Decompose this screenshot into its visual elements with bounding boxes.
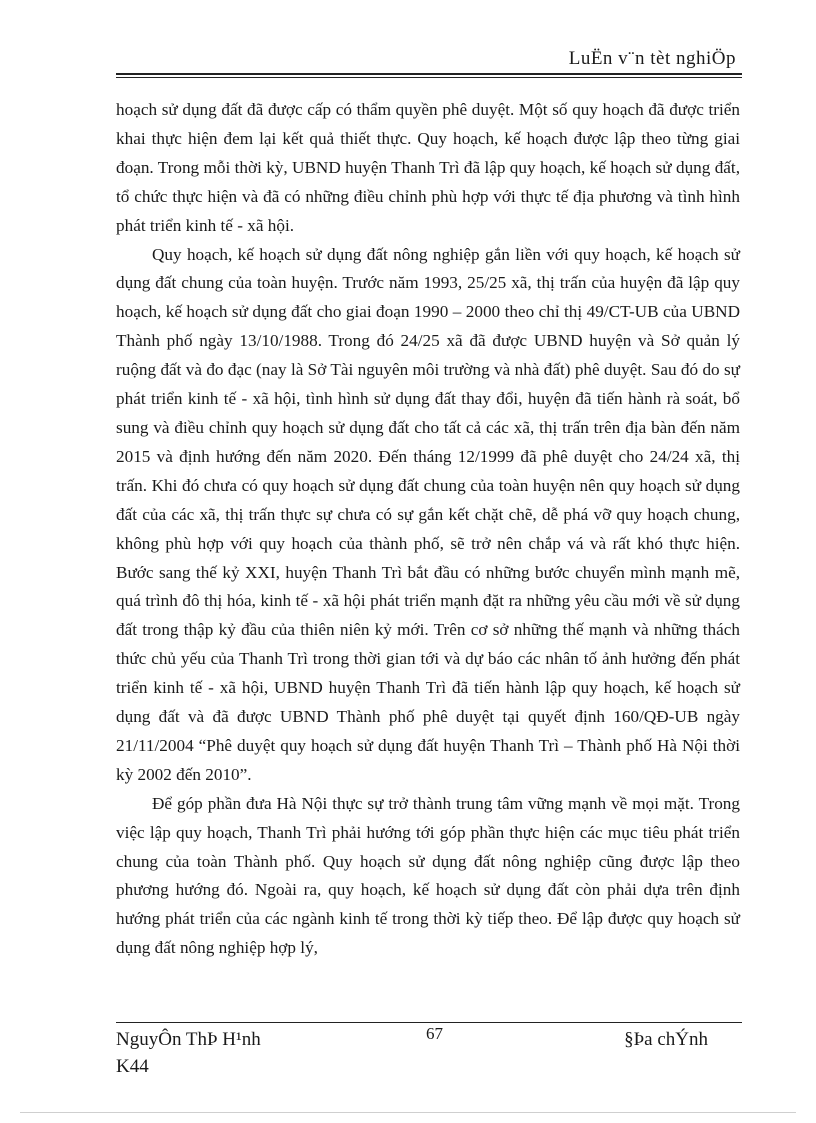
paragraph-continuation: hoạch sử dụng đất đã được cấp có thẩm quyền phê duyệt. Một số quy hoạch đã được triển khai thực hiện đem lại kết quả thiết thực. Quy hoạch, kế hoạch được lập theo từng giai đoạn. Trong mỗi thời kỳ, UBND huyện Thanh Trì đã lập quy hoạch, kế hoạch sử dụng đất, tổ chức thực hiện và đã có những điều chỉnh phù hợp với thực tế địa phương và tình hình phát triển kinh tế - xã hội. <box>116 100 740 235</box>
paragraph-planning-goals: Để góp phần đưa Hà Nội thực sự trở thành trung tâm vững mạnh về mọi mặt. Trong việc lập quy hoạch, Thanh Trì phải hướng tới góp phần thực hiện các mục tiêu phát triển chung của toàn Thành phố. Quy hoạch sử dụng đất nông nghiệp cũng được lập theo phương hướng đó. Ngoài ra, quy hoạch, kế hoạch sử dụng đất còn phải dựa trên định hướng phát triển của các ngành kinh tế trong thời kỳ tiếp theo. Để lập được quy hoạch sử dụng đất nông nghiệp hợp lý, <box>116 793 740 958</box>
page-number: 67 <box>426 1024 443 1043</box>
page-bottom-divider <box>20 1112 796 1113</box>
running-header-title: LuËn v¨n tèt nghiÖp <box>568 48 736 69</box>
footer-department: §Þa chÝnh <box>624 1029 708 1050</box>
paragraph-planning-history: Quy hoạch, kế hoạch sử dụng đất nông nghiệp gắn liền với quy hoạch, kế hoạch sử dụng đất chung của toàn huyện. Trước năm 1993, 25/25 xã, thị trấn của huyện đã lập quy hoạch, kế hoạch sử dụng đất cho giai đoạn 1990 – 2000 theo chỉ thị 49/CT-UB của UBND Thành phố ngày 13/10/1988. Trong đó 24/25 xã đã được UBND huyện và Sở quản lý ruộng đất và đo đạc (nay là Sở Tài nguyên môi trường và nhà đất) phê duyệt. Sau đó do sự phát triển kinh tế - xã hội, tình hình sử dụng đất thay đổi, huyện đã tiến hành rà soát, bổ sung và điều chỉnh quy hoạch sử dụng đất cho tất cả các xã, thị trấn trên địa bàn đến năm 2015 và định hướng đến năm 2020. Đến tháng 12/1999 đã phê duyệt cho 24/24 xã, thị trấn. Khi đó chưa có quy hoạch sử dụng đất chung của toàn huyện nên quy hoạch sử dụng đất của các xã, thị trấn thực sự chưa có sự gắn kết chặt chẽ, dễ phá vỡ quy hoạch chung, không phù hợp với quy hoạch của thành phố, sẽ trở nên chắp vá và rất khó thực hiện. Bước sang thế kỷ XXI, huyện Thanh Trì bắt đầu có những bước chuyển mình mạnh mẽ, quá trình đô thị hóa, kinh tế - xã hội phát triển mạnh đặt ra những yêu cầu mới về sử dụng đất trong thập kỷ đầu của thiên niên kỷ mới. Trên cơ sở những thế mạnh và những thách thức chủ yếu của Thanh Trì trong thời gian tới và dự báo các nhân tố ảnh hưởng đến phát triển kinh tế - xã hội, UBND huyện Thanh Trì đã tiến hành lập quy hoạch, kế hoạch sử dụng đất và đã được UBND Thành phố phê duyệt tại quyết định 160/QĐ-UB ngày 21/11/2004 “Phê duyệt quy hoạch sử dụng đất huyện Thanh Trì – Thành phố Hà Nội thời kỳ 2002 đến 2010”. <box>116 244 740 784</box>
footer-class: K44 <box>116 1056 149 1077</box>
footer-rule <box>116 1022 742 1023</box>
footer-author: NguyÔn ThÞ H¹nh <box>116 1029 261 1050</box>
header-rule <box>116 73 742 75</box>
body-text <box>116 96 740 963</box>
header-rule-secondary <box>116 77 742 78</box>
